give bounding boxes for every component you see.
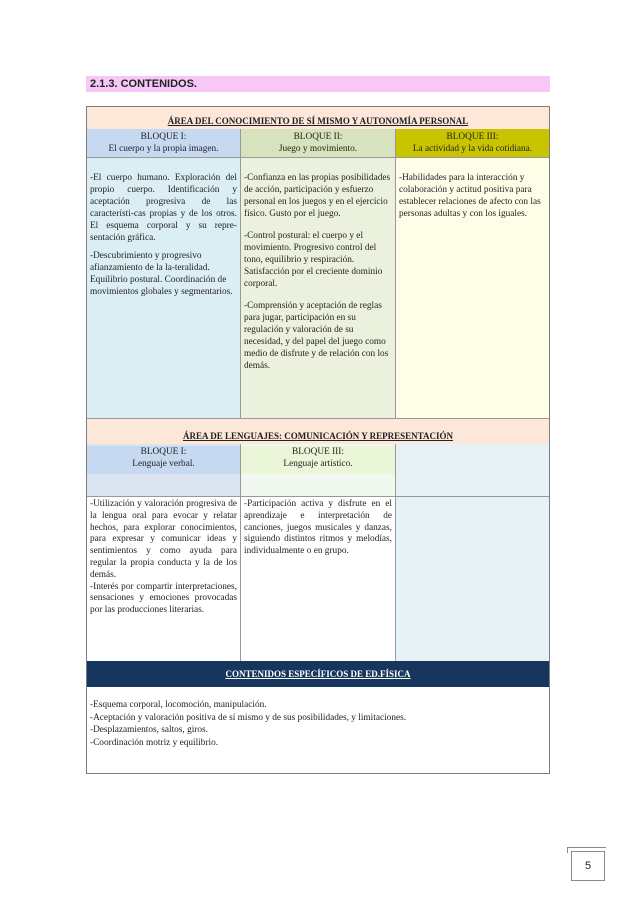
area2-block2-name: Lenguaje artístico. — [283, 459, 353, 469]
ef-item: -Desplazamientos, saltos, giros. — [90, 725, 208, 735]
area1-block2-label: BLOQUE II: — [293, 132, 343, 142]
area2-title — [87, 418, 549, 444]
ef-title — [87, 661, 549, 687]
area1-block1-label: BLOQUE I: — [140, 132, 187, 142]
ef-item: -Aceptación y valoración positiva de sí mismo y de sus posibilidades, y limitaciones. — [90, 712, 407, 723]
area1-col3 — [396, 157, 549, 418]
contents-table — [86, 106, 550, 774]
area2-col3 — [396, 496, 549, 661]
area2-block3-header — [396, 444, 549, 496]
area1-title — [87, 107, 549, 129]
area1-block3-label: BLOQUE III: — [446, 132, 499, 142]
area1-block3-name: La actividad y la vida cotidiana. — [412, 144, 533, 154]
area1-block2-header — [241, 129, 396, 157]
area2-block2-label: BLOQUE III: — [292, 447, 344, 457]
ef-title-text: CONTENIDOS ESPECÍFICOS DE ED.FÍSICA — [225, 669, 411, 679]
area1-col2 — [241, 157, 396, 418]
area2-block2-header — [241, 444, 396, 496]
area1-col1-item: -El cuerpo humano. Exploración del propio cuerpo. Identificación y aceptación progresiva de las característi-cas propias y de los otros. El esquema corporal y su repre-sentación gráfica. — [90, 173, 237, 243]
area1-col1 — [87, 157, 241, 418]
area2-col1-item: -Interés por compartir interpretaciones, sensaciones y emociones provocadas por las producciones literarias. — [90, 581, 237, 616]
area2-col2 — [241, 496, 396, 661]
area1-block3-header — [396, 129, 549, 157]
section-heading: 2.1.3. CONTENIDOS. — [86, 76, 550, 92]
area1-col2-item: -Comprensión y aceptación de reglas para jugar, participación en su regulación y valoración de su necesidad, y del papel del juego como medio de disfrute y de relación con los demás. — [244, 301, 389, 371]
area2-block1-name: Lenguaje verbal. — [132, 459, 195, 469]
area1-col3-item: -Habilidades para la interacción y colaboración y actitud positiva para establecer relaciones de afecto con las personas adultas y con los iguales. — [399, 173, 541, 219]
area1-title-text: ÁREA DEL CONOCIMIENTO DE SÍ MISMO Y AUTONOMÍA PERSONAL — [167, 116, 469, 126]
ef-item: -Coordinación motriz y equilibrio. — [90, 737, 219, 748]
area1-col2-item: -Confianza en las propias posibilidades de acción, participación y esfuerzo personal en los juegos y en el ejercicio físico. Gusto por el juego. — [244, 173, 391, 219]
area1-block1-name: El cuerpo y la propia imagen. — [108, 144, 219, 154]
ef-item: -Esquema corporal, locomoción, manipulación. — [90, 700, 267, 710]
area1-block2-name: Juego y movimiento. — [278, 144, 358, 154]
area2-col2-item: -Participación activa y disfrute en el aprendizaje e interpretación de canciones, juegos musicales y danzas, siguiendo distintos ritmos y melodías, individualmente o en grupo. — [244, 499, 392, 557]
area1-block1-header — [87, 129, 241, 157]
area2-block1-label: BLOQUE I: — [140, 447, 187, 457]
page-number: 5 — [571, 851, 605, 881]
area2-col1-item: -Utilización y valoración progresiva de la lengua oral para evocar y relatar hechos, para explorar conocimientos, para expresar y comunicar ideas y sentimientos y como ayuda para regular la propia conducta y la de los demás. — [90, 499, 237, 580]
area2-block1-header — [87, 444, 241, 496]
area1-col1-item: -Descubrimiento y progresivo afianzamiento de la la-teralidad. Equilibrio postural. Coordinación de movimientos globales y segmentarios. — [90, 251, 233, 297]
ef-list — [87, 687, 549, 773]
area2-col1 — [87, 496, 241, 661]
area1-col2-item: -Control postural: el cuerpo y el movimiento. Progresivo control del tono, equilibrio y respiración. Satisfacción por el creciente dominio corporal. — [244, 231, 383, 289]
area2-title-text: ÁREA DE LENGUAJES: COMUNICACIÓN Y REPRESENTACIÓN — [183, 431, 453, 441]
